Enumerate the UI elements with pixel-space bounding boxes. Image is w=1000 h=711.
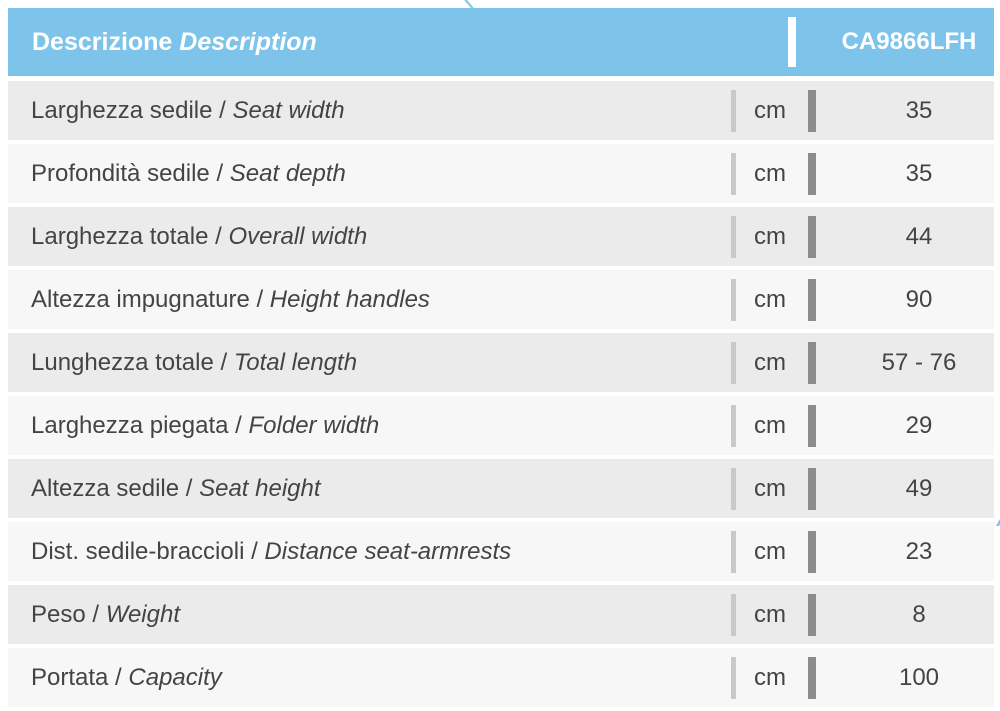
row-unit: cm [754, 663, 786, 691]
table-row [8, 333, 994, 392]
row-label-it: Dist. sedile-braccioli / [31, 537, 265, 565]
row-unit: cm [754, 537, 786, 565]
row-label-en: Seat depth [229, 159, 346, 187]
row-label [8, 223, 731, 251]
row-value: 23 [905, 537, 933, 565]
row-value: 29 [905, 411, 933, 439]
row-value: 100 [898, 663, 940, 691]
row-label-en: Weight [105, 600, 180, 628]
row-label-en: Seat width [232, 96, 345, 124]
row-label [8, 349, 731, 377]
header-model-code: CA9866LFH [841, 28, 977, 55]
row-label-en: Overall width [228, 222, 368, 250]
row-value: 35 [905, 159, 933, 187]
table-row [8, 81, 994, 140]
row-label-it: Lunghezza totale / [31, 348, 234, 376]
row-value: 57 - 76 [881, 348, 957, 376]
row-label-it: Larghezza piegata / [31, 411, 249, 439]
table-row [8, 522, 994, 581]
row-label [8, 412, 731, 440]
row-value: 35 [905, 96, 933, 124]
value-divider [808, 531, 816, 573]
row-label-it: Altezza impugnature / [31, 285, 270, 313]
value-divider [808, 594, 816, 636]
row-label-en: Seat height [199, 474, 321, 502]
row-label-it: Altezza sedile / [31, 474, 200, 502]
unit-divider [731, 468, 736, 510]
row-label [8, 475, 731, 503]
table-header [8, 8, 994, 76]
header-description-en: Description [179, 27, 317, 56]
row-label-it: Larghezza sedile / [31, 96, 233, 124]
row-unit: cm [754, 411, 786, 439]
row-label-en: Total length [233, 348, 358, 376]
table-row [8, 270, 994, 329]
row-label-it: Larghezza totale / [31, 222, 229, 250]
unit-divider [731, 90, 736, 132]
row-unit: cm [754, 285, 786, 313]
unit-divider [731, 405, 736, 447]
row-unit: cm [754, 600, 786, 628]
value-divider [808, 216, 816, 258]
unit-divider [731, 342, 736, 384]
value-divider [808, 153, 816, 195]
row-label [8, 601, 731, 629]
value-divider [808, 279, 816, 321]
table-row [8, 648, 994, 707]
row-value: 8 [912, 600, 926, 628]
row-label-en: Distance seat-armrests [264, 537, 512, 565]
row-label [8, 97, 731, 125]
value-divider [808, 342, 816, 384]
row-label-it: Portata / [31, 663, 129, 691]
row-label-en: Capacity [128, 663, 222, 691]
row-unit: cm [754, 474, 786, 502]
row-unit: cm [754, 222, 786, 250]
unit-divider [731, 531, 736, 573]
value-divider [808, 657, 816, 699]
row-label [8, 664, 731, 692]
unit-divider [731, 279, 736, 321]
header-description [8, 28, 788, 57]
value-divider [808, 90, 816, 132]
row-unit: cm [754, 348, 786, 376]
row-unit: cm [754, 159, 786, 187]
table-row [8, 207, 994, 266]
table-row [8, 144, 994, 203]
row-label [8, 286, 731, 314]
unit-divider [731, 594, 736, 636]
row-value: 49 [905, 474, 933, 502]
unit-divider [731, 657, 736, 699]
unit-divider [731, 216, 736, 258]
row-label-en: Height handles [269, 285, 430, 313]
value-divider [808, 468, 816, 510]
row-label-en: Folder width [248, 411, 380, 439]
table-row [8, 396, 994, 455]
row-value: 90 [905, 285, 933, 313]
table-body [8, 81, 994, 707]
table-row [8, 585, 994, 644]
row-label [8, 160, 731, 188]
row-label-it: Peso / [31, 600, 106, 628]
row-label-it: Profondità sedile / [31, 159, 230, 187]
header-separator [788, 17, 796, 67]
table-row [8, 459, 994, 518]
header-description-it: Descrizione [32, 27, 173, 56]
spec-table [8, 8, 994, 711]
unit-divider [731, 153, 736, 195]
row-label [8, 538, 731, 566]
value-divider [808, 405, 816, 447]
row-value: 44 [905, 222, 933, 250]
row-unit: cm [754, 96, 786, 124]
